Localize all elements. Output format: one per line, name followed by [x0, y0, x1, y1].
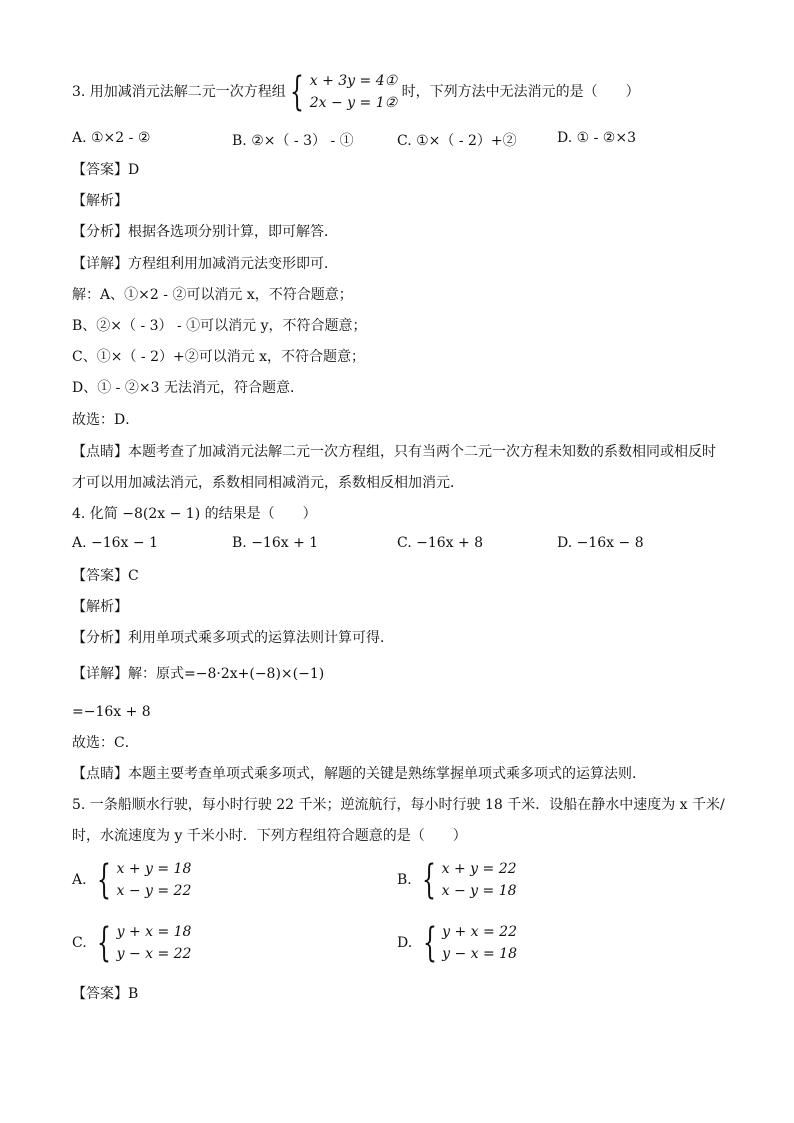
q5-option-c-row1: y + x = 18 [116, 924, 192, 940]
q4-fenxi: 【分析】利用单项式乘多项式的运算法则计算可得． [72, 630, 394, 646]
q3-choose: 故选：D． [72, 412, 140, 428]
brace-icon: { [97, 857, 112, 903]
q4-analysis-heading: 【解析】 [72, 599, 128, 615]
q5-option-d-row1: y + x = 22 [442, 924, 517, 940]
q4-answer: 【答案】C [72, 568, 139, 584]
q5-option-a-row2: x − y = 22 [116, 883, 192, 899]
q5-stem-line2: 时，水流速度为 y 千米小时．下列方程组符合题意的是（ ） [72, 828, 467, 844]
q5-option-b-label: B. [397, 872, 412, 888]
brace-icon: { [290, 69, 305, 115]
q5-option-a [72, 858, 191, 902]
q5-option-d [397, 921, 517, 965]
q5-option-c-label: C. [72, 935, 87, 951]
q5-option-b-row2: x − y = 18 [441, 883, 517, 899]
q3-equation-system [290, 70, 397, 114]
q5-option-b-row1: x + y = 22 [441, 861, 517, 877]
q5-answer: 【答案】B [72, 986, 139, 1002]
q3-eq2: 2x − y = 1② [309, 95, 398, 111]
q3-dianjing-line1: 【点睛】本题考查了加减消元法解二元一次方程组，只有当两个二元一次方程未知数的系数相同或相反时 [72, 444, 716, 460]
q3-fenxi: 【分析】根据各选项分别计算，即可解答． [72, 224, 338, 240]
q5-option-b [397, 858, 517, 902]
brace-icon: { [422, 920, 437, 966]
q5-option-a-label: A. [72, 872, 87, 888]
q3-step-b: B、②×（ - 3） - ①可以消元 y，不符合题意； [72, 318, 367, 334]
q5-option-c [72, 921, 191, 965]
q4-dianjing: 【点睛】本题主要考查单项式乘多项式，解题的关键是熟练掌握单项式乘多项式的运算法则． [72, 766, 646, 782]
q5-option-d-label: D. [397, 935, 413, 951]
q5-option-d-row2: y − x = 18 [442, 946, 517, 962]
brace-icon: { [422, 857, 437, 903]
q5-stem-line1: 5. 一条船顺水行驶，每小时行驶 22 千米；逆流航行，每小时行驶 18 千米．设船在静水中速度为 x 千米/ [72, 797, 725, 813]
q5-option-c-row2: y − x = 22 [116, 946, 192, 962]
q4-choose: 故选：C． [72, 735, 139, 751]
q3-eq1: x + 3y = 4① [309, 73, 398, 89]
q3-prefix: 3. 用加减消元法解二元一次方程组 [72, 84, 286, 100]
q4-option-d: D. −16x − 8 [557, 535, 644, 551]
q3-step-d: D、① - ②×3 无法消元，符合题意． [72, 380, 304, 396]
q4-result: =−16x + 8 [72, 704, 151, 720]
q4-stem: 4. 化简 −8(2x − 1) 的结果是（ ） [72, 506, 317, 522]
q3-option-c: C. ①×（ - 2）+② [397, 133, 517, 149]
q3-xiangjie: 【详解】方程组利用加减消元法变形即可． [72, 256, 338, 272]
q3-dianjing-line2: 才可以用加减法消元，系数相同相减消元，系数相反相加消元． [72, 475, 464, 491]
q3-stem [72, 70, 640, 114]
q3-option-b: B. ②×（ - 3） - ① [232, 133, 354, 149]
q4-option-a: A. −16x − 1 [72, 535, 158, 551]
q4-option-b: B. −16x + 1 [232, 535, 319, 551]
q3-option-d: D. ① - ②×3 [557, 130, 636, 146]
q4-xiangjie: 【详解】解：原式=−8·2x+(−8)×(−1) [72, 666, 325, 682]
q3-step-c: C、①×（ - 2）+②可以消元 x，不符合题意； [72, 349, 366, 365]
q5-option-a-row1: x + y = 18 [116, 861, 192, 877]
q3-step-a: 解：A、①×2 - ②可以消元 x，不符合题意； [72, 287, 353, 303]
q3-option-a: A. ①×2 - ② [72, 130, 151, 146]
q3-answer: 【答案】D [72, 162, 140, 178]
q3-analysis-heading: 【解析】 [72, 193, 128, 209]
q3-suffix: 时，下列方法中无法消元的是（ ） [401, 84, 640, 100]
brace-icon: { [97, 920, 112, 966]
q4-option-c: C. −16x + 8 [397, 535, 484, 551]
